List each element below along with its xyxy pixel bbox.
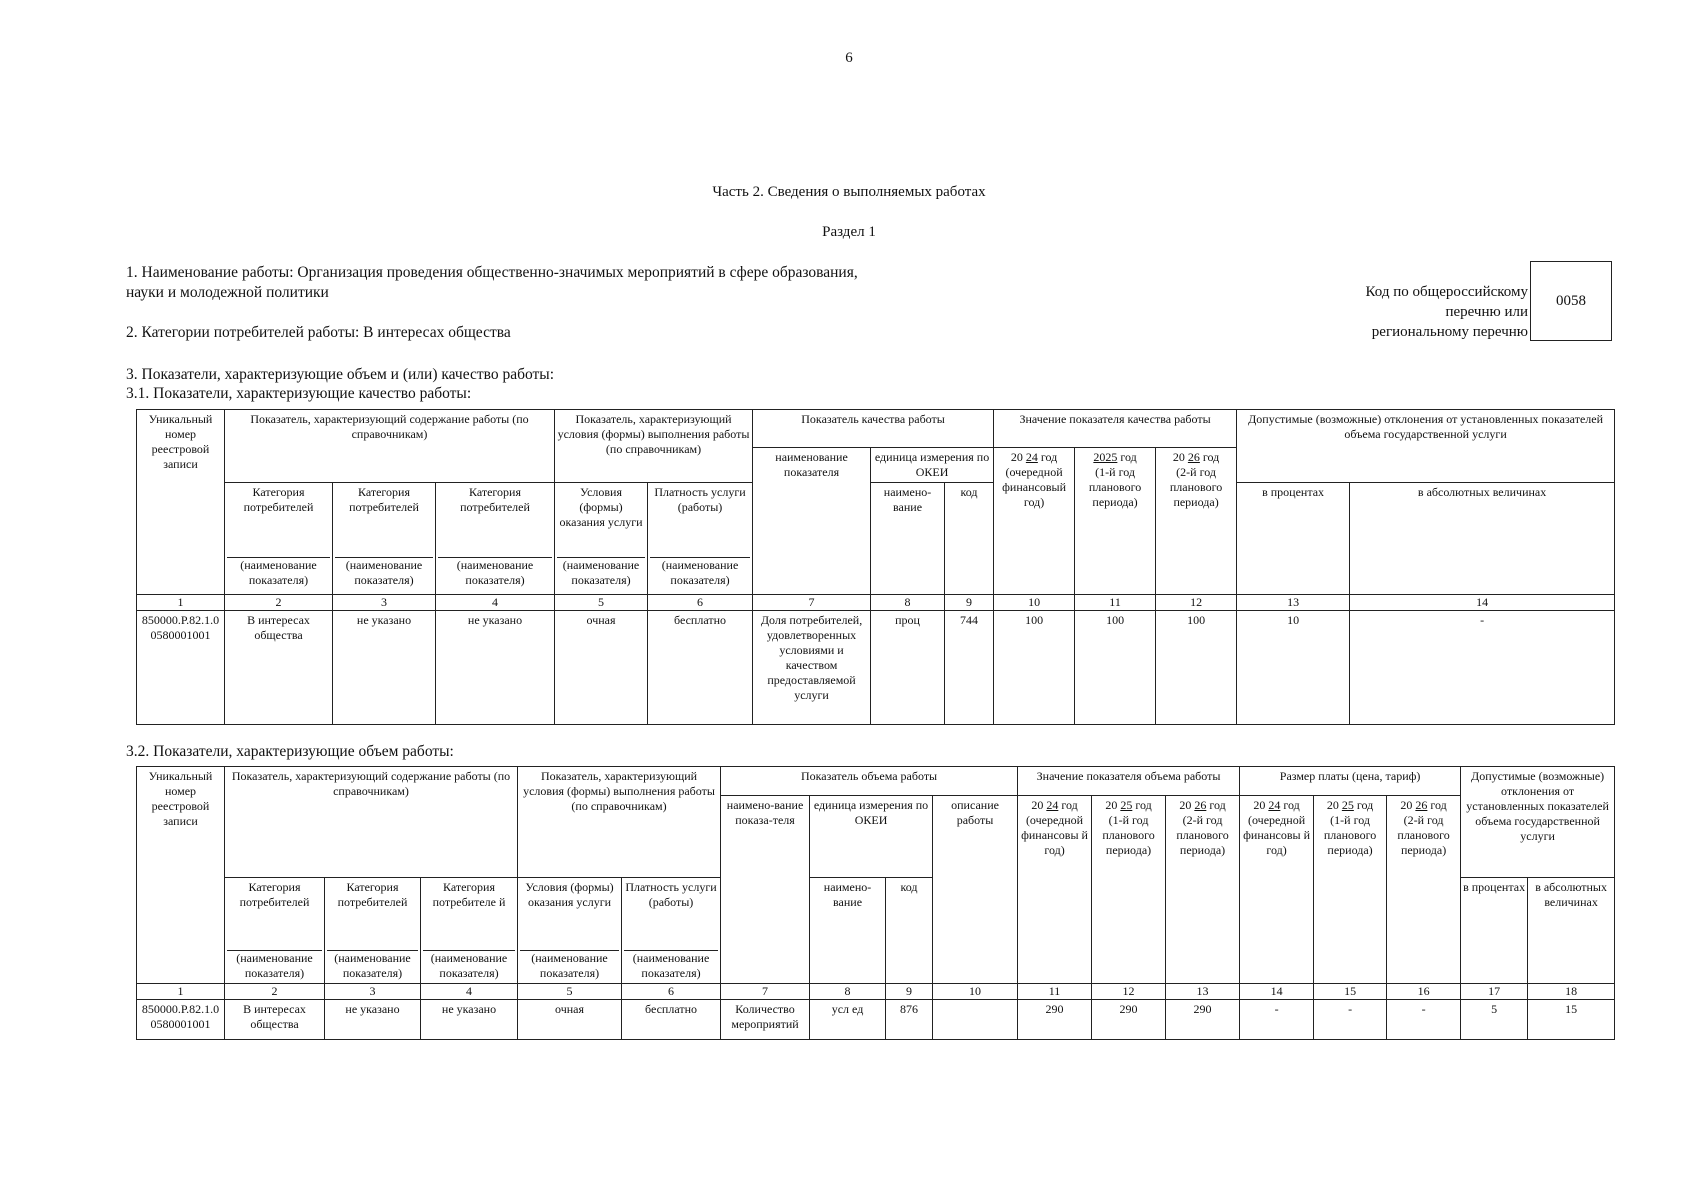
q-year-2026-word: год: [1202, 450, 1220, 464]
section-title: Раздел 1: [822, 224, 876, 240]
v-col-num: 1: [137, 984, 225, 1000]
q-conditions-header: [555, 483, 648, 595]
v-fee-2026-suffix: 26: [1415, 798, 1428, 812]
q-column-numbers: [137, 595, 1615, 611]
work-name-line1: 1. Наименование работы: Организация проведения общественно-значимых мероприятий в сфере образования,: [126, 264, 858, 281]
code-value: 0058: [1556, 292, 1586, 309]
q-year-2025-header: [1075, 448, 1156, 595]
v-indicator-name-header: наимено-вание показа-теля: [721, 796, 810, 984]
code-label-line2: перечню или: [1445, 304, 1528, 320]
v-fee-2026-word: год: [1430, 798, 1447, 812]
q-unique-number: 850000.Р.82.1.00580001001: [137, 611, 225, 725]
v-col-num: 7: [721, 984, 810, 1000]
v-paid-label: Платность услуги (работы): [625, 880, 717, 909]
v-col-num: 10: [933, 984, 1018, 1000]
v-year-2024-header: [1018, 796, 1092, 984]
v-year-2026-word: год: [1209, 798, 1226, 812]
q-paid-paren: (наименование показателя): [650, 557, 750, 588]
v-col-num: 11: [1018, 984, 1092, 1000]
q-deviations-header: Допустимые (возможные) отклонения от установленных показателей объема государственной услуги: [1237, 410, 1615, 483]
q-year-2025-word: год: [1120, 450, 1137, 464]
v-year-2024-prefix: 20: [1031, 798, 1044, 812]
v-fee-2025-prefix: 20: [1326, 798, 1339, 812]
q-category2-label: Категория потребителей: [349, 485, 419, 514]
q-unit: проц: [871, 611, 945, 725]
q-col-num: 10: [994, 595, 1075, 611]
v-col-num: 9: [886, 984, 933, 1000]
v-year-2026-desc: (2-й год планового периода): [1176, 813, 1229, 857]
v-col-num: 15: [1314, 984, 1387, 1000]
v-unique-number-header: Уникальный номер реестровой записи: [137, 767, 225, 984]
q-col-num: 6: [648, 595, 753, 611]
v-fee-2025-word: год: [1356, 798, 1374, 812]
q-conditions: очная: [555, 611, 648, 725]
v-fee-2024-prefix: 20: [1253, 798, 1266, 812]
v-fee-2024: -: [1240, 1000, 1314, 1040]
v-year-2025-desc: (1-й год планового периода): [1102, 813, 1155, 857]
v-value-2024: 290: [1018, 1000, 1092, 1040]
v-conditions-header: [518, 878, 622, 984]
q-year-2024-prefix: 20: [1010, 450, 1023, 464]
v-fee-2024-suffix: 24: [1268, 798, 1281, 812]
q-category1-header: [225, 483, 333, 595]
v-fee-2025-suffix: 25: [1341, 798, 1354, 812]
q-percent: 10: [1237, 611, 1350, 725]
q-conditions-paren: (наименование показателя): [557, 557, 645, 588]
q-okei-header: единица измерения по ОКЕИ: [871, 448, 994, 483]
v-code: 876: [886, 1000, 933, 1040]
indicators-heading: 3. Показатели, характеризующие объем и (или) качество работы:: [126, 366, 555, 383]
q-category2-header: [333, 483, 436, 595]
q-category1: В интересах общества: [225, 611, 333, 725]
v-fee-2026-prefix: 20: [1400, 798, 1413, 812]
q-year-2026-header: [1156, 448, 1237, 595]
quality-table: [136, 409, 1615, 725]
v-volume-indicator-header: Показатель объема работы: [721, 767, 1018, 796]
q-category2-paren: (наименование показателя): [335, 557, 433, 588]
v-conditions-paren: (наименование показателя): [520, 950, 619, 981]
q-year-2025-desc: (1-й год планового периода): [1088, 465, 1142, 509]
q-category3-header: [436, 483, 555, 595]
code-label: [1366, 282, 1528, 342]
v-category1: В интересах общества: [225, 1000, 325, 1040]
v-year-2024-desc: (очередной финансовы й год): [1021, 813, 1088, 857]
q-col-num: 4: [436, 595, 555, 611]
v-conditions-indicator-header: Показатель, характеризующий условия (формы) выполнения работы (по справочникам): [518, 767, 721, 878]
v-volume-value-header: Значение показателя объема работы: [1018, 767, 1240, 796]
q-year-2026-suffix: 26: [1187, 450, 1200, 464]
v-col-num: 5: [518, 984, 622, 1000]
q-col-num: 2: [225, 595, 333, 611]
v-category1-label: Категория потребителей: [239, 880, 310, 909]
v-col-num: 8: [810, 984, 886, 1000]
v-absolute-header: в абсолютных величинах: [1528, 878, 1615, 984]
v-paid-header: [622, 878, 721, 984]
v-fee-2025-header: [1314, 796, 1387, 984]
q-col-num: 7: [753, 595, 871, 611]
consumer-categories: 2. Категории потребителей работы: В интересах общества: [126, 324, 511, 341]
q-year-2024-suffix: 24: [1025, 450, 1038, 464]
v-unit-name-header: наимено-вание: [810, 878, 886, 984]
v-column-numbers: [137, 984, 1615, 1000]
v-paid-paren: (наименование показателя): [624, 950, 718, 981]
v-unit: усл ед: [810, 1000, 886, 1040]
q-category1-label: Категория потребителей: [243, 485, 314, 514]
q-data-row: [137, 611, 1615, 725]
v-description-header: описание работы: [933, 796, 1018, 984]
v-fee-2026-desc: (2-й год планового периода): [1397, 813, 1450, 857]
v-fee-2024-header: [1240, 796, 1314, 984]
v-col-num: 6: [622, 984, 721, 1000]
v-paid: бесплатно: [622, 1000, 721, 1040]
q-paid-header: [648, 483, 753, 595]
v-col-num: 2: [225, 984, 325, 1000]
v-category1-header: [225, 878, 325, 984]
q-col-num: 5: [555, 595, 648, 611]
v-category3-label: Категория потребителе й: [432, 880, 506, 909]
q-conditions-label: Условия (формы) оказания услуги: [559, 485, 643, 529]
v-unit-code-header: код: [886, 878, 933, 984]
v-year-2025-suffix: 25: [1120, 798, 1133, 812]
v-fee-2025: -: [1314, 1000, 1387, 1040]
v-fee-2024-word: год: [1283, 798, 1300, 812]
v-indicator: Количество мероприятий: [721, 1000, 810, 1040]
q-category1-paren: (наименование показателя): [227, 557, 330, 588]
work-name-line2: науки и молодежной политики: [126, 284, 329, 301]
q-quality-value-header: Значение показателя качества работы: [994, 410, 1237, 448]
q-col-num: 1: [137, 595, 225, 611]
q-conditions-indicator-header: Показатель, характеризующий условия (формы) выполнения работы (по справочникам): [555, 410, 753, 483]
q-absolute-header: в абсолютных величинах: [1350, 483, 1615, 595]
q-year-2024-desc: (очередной финансовый год): [1002, 465, 1066, 509]
q-value-2026: 100: [1156, 611, 1237, 725]
v-year-2026-suffix: 26: [1194, 798, 1207, 812]
v-category3: не указано: [421, 1000, 518, 1040]
v-col-num: 17: [1461, 984, 1528, 1000]
q-category3-paren: (наименование показателя): [438, 557, 552, 588]
q-indicator: Доля потребителей, удовлетворенных условиями и качеством предоставляемой услуги: [753, 611, 871, 725]
v-col-num: 4: [421, 984, 518, 1000]
v-fee-2024-desc: (очередной финансовы й год): [1243, 813, 1310, 857]
v-category2: не указано: [325, 1000, 421, 1040]
v-deviations-header: Допустимые (возможные) отклонения от установленных показателей объема государственной услуги: [1461, 767, 1615, 878]
v-col-num: 16: [1387, 984, 1461, 1000]
quality-heading: 3.1. Показатели, характеризующие качество работы:: [126, 385, 472, 402]
v-col-num: 14: [1240, 984, 1314, 1000]
volume-heading: 3.2. Показатели, характеризующие объем работы:: [126, 743, 454, 760]
v-value-2026: 290: [1166, 1000, 1240, 1040]
v-col-num: 13: [1166, 984, 1240, 1000]
q-paid: бесплатно: [648, 611, 753, 725]
v-fee-2026: -: [1387, 1000, 1461, 1040]
v-fee-2026-header: [1387, 796, 1461, 984]
q-quality-indicator-header: Показатель качества работы: [753, 410, 994, 448]
v-data-row: [137, 1000, 1615, 1040]
part-title: Часть 2. Сведения о выполняемых работах: [712, 184, 986, 200]
q-unit-name-header: наимено-вание: [871, 483, 945, 595]
v-year-2024-word: год: [1061, 798, 1078, 812]
code-label-line3: региональному перечню: [1371, 324, 1528, 340]
q-col-num: 3: [333, 595, 436, 611]
q-paid-label: Платность услуги (работы): [654, 485, 746, 514]
v-year-2025-header: [1092, 796, 1166, 984]
q-col-num: 8: [871, 595, 945, 611]
q-year-2024-word: год: [1040, 450, 1058, 464]
v-year-2026-header: [1166, 796, 1240, 984]
v-year-2025-word: год: [1135, 798, 1152, 812]
q-col-num: 9: [945, 595, 994, 611]
v-col-num: 18: [1528, 984, 1615, 1000]
q-value-2025: 100: [1075, 611, 1156, 725]
v-description: [933, 1000, 1018, 1040]
q-year-2026-desc: (2-й год планового периода): [1169, 465, 1223, 509]
v-category1-paren: (наименование показателя): [227, 950, 322, 981]
v-year-2025-prefix: 20: [1105, 798, 1118, 812]
q-category2: не указано: [333, 611, 436, 725]
q-category3-label: Категория потребителей: [460, 485, 530, 514]
q-year-2026-prefix: 20: [1172, 450, 1185, 464]
v-fee-header: Размер платы (цена, тариф): [1240, 767, 1461, 796]
v-col-num: 3: [325, 984, 421, 1000]
v-absolute: 15: [1528, 1000, 1615, 1040]
volume-table: [136, 766, 1615, 1040]
v-fee-2025-desc: (1-й год планового периода): [1323, 813, 1377, 857]
v-value-2025: 290: [1092, 1000, 1166, 1040]
q-col-num: 11: [1075, 595, 1156, 611]
q-percent-header: в процентах: [1237, 483, 1350, 595]
q-year-2025-value: 2025: [1093, 450, 1118, 464]
q-category3: не указано: [436, 611, 555, 725]
q-content-indicator-header: Показатель, характеризующий содержание работы (по справочникам): [225, 410, 555, 483]
q-unique-number-header: Уникальный номер реестровой записи: [137, 410, 225, 595]
q-absolute: -: [1350, 611, 1615, 725]
v-year-2024-suffix: 24: [1046, 798, 1059, 812]
v-category3-header: [421, 878, 518, 984]
q-year-2024-header: [994, 448, 1075, 595]
q-indicator-name-header: наименование показателя: [753, 448, 871, 595]
code-box: [1530, 261, 1612, 341]
v-percent: 5: [1461, 1000, 1528, 1040]
v-okei-header: единица измерения по ОКЕИ: [810, 796, 933, 878]
v-category2-header: [325, 878, 421, 984]
v-category2-paren: (наименование показателя): [327, 950, 418, 981]
page-number: 6: [845, 50, 853, 66]
q-value-2024: 100: [994, 611, 1075, 725]
v-category3-paren: (наименование показателя): [423, 950, 515, 981]
q-code: 744: [945, 611, 994, 725]
q-col-num: 14: [1350, 595, 1615, 611]
code-label-line1: Код по общероссийскому: [1365, 284, 1528, 300]
v-col-num: 12: [1092, 984, 1166, 1000]
v-percent-header: в процентах: [1461, 878, 1528, 984]
v-year-2026-prefix: 20: [1179, 798, 1192, 812]
v-content-indicator-header: Показатель, характеризующий содержание работы (по справочникам): [225, 767, 518, 878]
v-conditions: очная: [518, 1000, 622, 1040]
v-unique-number: 850000.Р.82.1.00580001001: [137, 1000, 225, 1040]
q-unit-code-header: код: [945, 483, 994, 595]
v-conditions-label: Условия (формы) оказания услуги: [525, 880, 614, 909]
q-col-num: 12: [1156, 595, 1237, 611]
v-category2-label: Категория потребителей: [337, 880, 408, 909]
q-col-num: 13: [1237, 595, 1350, 611]
